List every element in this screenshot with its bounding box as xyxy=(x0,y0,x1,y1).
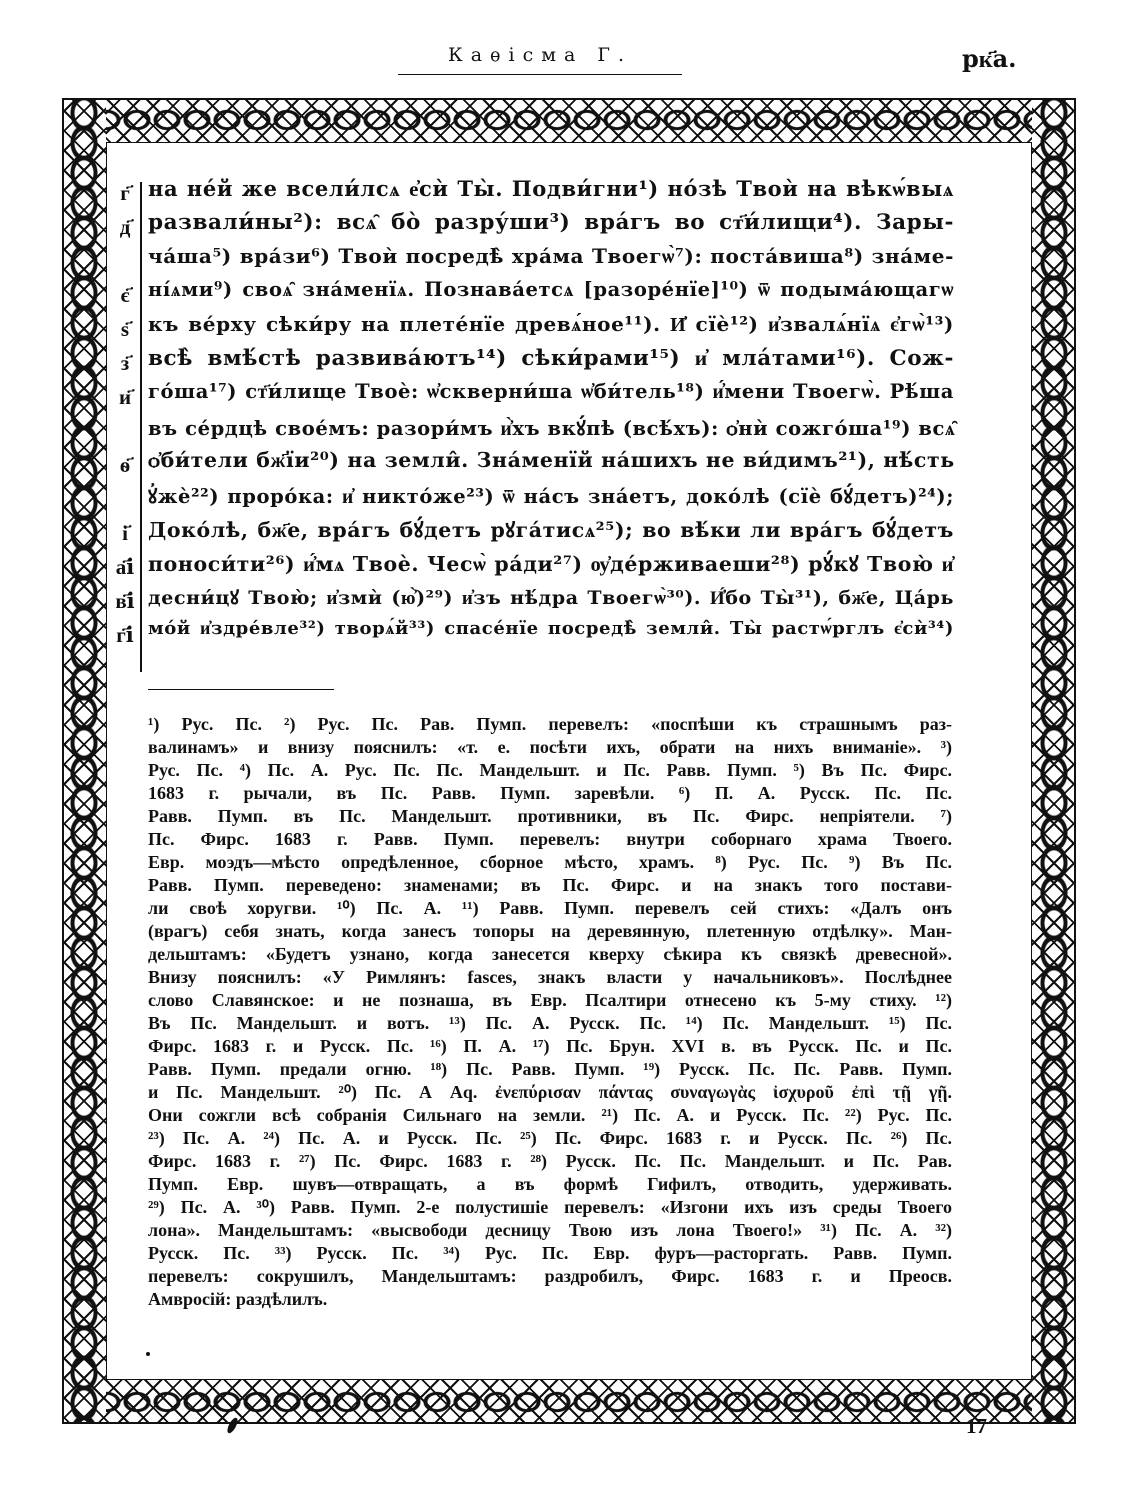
verse-text: въ се́рдцѣ свое́мъ: разори́мъ и҆̀хъ вкꙋ́пѣ (всѣ́хъ): ѻ҆нѝ сожго́ша¹⁹) всѧ̑ xyxy=(148,417,956,440)
footnote-line: перевелъ: сокрушилъ, Мандельштамъ: раздробилъ, Фирс. 1683 г. и Преосв. xyxy=(148,1266,952,1286)
text-line xyxy=(114,414,956,448)
text-line xyxy=(114,448,955,482)
footnote-line: Пумп. Евр. шувъ—отвращать, а въ формѣ Гифилъ, отводить, удерживать. xyxy=(148,1174,952,1194)
footnote-line: Равв. Пумп. предали огню. ¹⁸) Пс. Равв. Пумп. ¹⁹) Русск. Пс. Пс. Равв. Пумп. xyxy=(148,1059,952,1079)
verse-text: го́ша¹⁷) ст҃и́лище Твоѐ: ѡ҆скверни́ша ѡ҆би́тель¹⁸) и҆́мени Твоегѡ̀. Рѣ́ша xyxy=(148,380,954,403)
text-line xyxy=(114,482,952,516)
text-line xyxy=(114,210,952,244)
footnote-line: Пс. Фирс. 1683 г. Равв. Пумп. перевелъ: внутри соборнаго храма Твоего. xyxy=(148,829,952,849)
footnote-line: и Пс. Мандельшт. ²⁰) Пс. А Aq. ἐνεπύρισαν πάντας συναγωγὰς ἰσχυροῦ ἐπὶ τῇ γῇ. xyxy=(148,1082,952,1102)
footnote-line: ²⁹) Пс. А. ³⁰) Равв. Пумп. 2-е полустишіе перевелъ: «Изгони ихъ изъ среды Твоего xyxy=(148,1197,952,1217)
text-line xyxy=(114,244,952,278)
footnote-line: Рус. Пс. ⁴) Пс. А. Рус. Пс. Пс. Мандельшт. и Пс. Равв. Пумп. ⁵) Въ Пс. Фирс. xyxy=(148,760,952,780)
footnote-line: Равв. Пумп. въ Пс. Мандельшт. противники, въ Пс. Фирс. непріятели. ⁷) xyxy=(148,806,952,826)
footnote-line: (врагъ) себя знать, когда занесъ топоры на деревянную, плетенную отдѣлку». Ман- xyxy=(148,921,952,941)
verse-text: всѣ̀ вмѣ́стѣ развива́ютъ¹⁴) сѣки́рами¹⁵) и҆ мла́тами¹⁶). Сож- xyxy=(148,346,954,371)
ink-dot xyxy=(146,1352,150,1356)
footnote-line: Въ Пс. Мандельшт. и вотъ. ¹³) Пс. А. Русск. Пс. ¹⁴) Пс. Мандельшт. ¹⁵) Пс. xyxy=(148,1013,952,1033)
footnote-separator xyxy=(148,689,334,690)
frame-border-top xyxy=(62,98,1076,142)
verse-text: на не́й же всели́лсѧ е҆сѝ Ты̀. Подви́гни¹) но́зѣ Твоѝ на вѣкѡ́выѧ xyxy=(148,176,954,201)
page-number: 17 xyxy=(966,1414,987,1438)
verse-number: и҃ xyxy=(118,384,132,409)
verse-number: ѳ҃ xyxy=(119,452,131,477)
footnote-line: Фирс. 1683 г. и Русск. Пс. ¹⁶) П. А. ¹⁷) Пс. Брун. XVI в. въ Русск. Пс. и Пс. xyxy=(148,1036,952,1056)
verse-text: развали́ны²): всѧ̑ бо̀ разру́ши³) вра́гъ во ст҃и́лищи⁴). Зары- xyxy=(148,210,954,235)
footnote-line: Русск. Пс. ³³) Русск. Пс. ³⁴) Рус. Пс. Евр. фуръ—расторгать. Равв. Пумп. xyxy=(148,1243,952,1263)
running-head xyxy=(398,44,682,66)
verse-text: ча́ша⁵) вра́зи⁶) Твоѝ посредѣ̀ хра́ма Твоегѡ̀⁷): поста́виша⁸) зна́ме- xyxy=(148,244,954,268)
verse-text: ѻ҆би́тели бж҃їи²⁰) на земли̂. Зна́менїй на́шихъ не ви́димъ²¹), нѣ́сть xyxy=(148,448,955,472)
text-line xyxy=(114,278,952,312)
verse-text: мо́й и҆здре́вле³²) творѧ́й³³) спасе́нїе посредѣ̀ земли̂. Ты̀ растѡ́рглъ є҆сѝ³⁴) xyxy=(148,618,954,639)
text-line xyxy=(114,312,952,346)
verse-number: д҃ xyxy=(119,214,131,239)
footnote-line: Они сожгли всѣ собранія Сильнаго на земли. ²¹) Пс. А. и Русск. Пс. ²²) Рус. Пс. xyxy=(148,1105,952,1125)
verse-text: Доко́лѣ, бж҃е, вра́гъ бꙋ́детъ рꙋга́тисѧ²⁵); во вѣ́ки ли вра́гъ бꙋ́детъ xyxy=(148,518,954,542)
footnotes xyxy=(148,713,952,1311)
footnote-line: Фирс. 1683 г. ²⁷) Пс. Фирс. 1683 г. ²⁸) Русск. Пс. Пс. Мандельшт. и Пс. Рав. xyxy=(148,1151,952,1171)
verse-number: ѕ҃ xyxy=(120,316,130,341)
text-line xyxy=(114,176,952,210)
verse-number: є҃ xyxy=(120,282,130,307)
footnote-line: ²³) Пс. А. ²⁴) Пс. А. и Русск. Пс. ²⁵) Пс. Фирс. 1683 г. и Русск. Пс. ²⁶) Пс. xyxy=(148,1128,952,1148)
footnote-line: дельштамъ: «Будетъ узнано, когда занесется кверху сѣкира къ связкѣ древесной». xyxy=(148,944,952,964)
footnote-line: лона». Мандельштамъ: «высвободи десницу Твою изъ лона Твоего!» ³¹) Пс. А. ³²) xyxy=(148,1220,952,1240)
verse-number: в҃і xyxy=(115,588,135,613)
verse-text: къ ве́рху сѣки́ру на плете́нїе древѧ́ное¹¹). И҆ сїѐ¹²) и҆звалѧ́нїѧ є҆гѡ̀¹³) xyxy=(148,312,954,336)
running-head-rule xyxy=(398,74,682,75)
footnote-line: Амвросій: раздѣлилъ. xyxy=(148,1289,328,1309)
footnote-line: слово Славянское: и не познаша, въ Евр. Псалтири отнесено къ 5-му стиху. ¹²) xyxy=(148,990,952,1010)
text-line xyxy=(114,516,952,550)
text-line xyxy=(114,550,952,584)
text-line xyxy=(114,380,952,414)
footnote-line: Евр. моэдъ—мѣсто опредѣленное, сборное мѣсто, храмъ. ⁸) Рус. Пс. ⁹) Въ Пс. xyxy=(148,852,952,872)
footnote-line: ли своѣ хоругви. ¹⁰) Пс. А. ¹¹) Равв. Пумп. перевелъ сей стихъ: «Далъ онъ xyxy=(148,898,952,918)
verse-text: ні́ѧми⁹) своѧ̑ зна́менїѧ. Познава́етсѧ [разоре́нїе]¹⁰) ѿ подыма́ющагѡ xyxy=(148,278,954,301)
footnote-line: Равв. Пумп. переведено: знаменами; въ Пс. Фирс. и на знакъ того постави- xyxy=(148,875,952,895)
verse-text: ꙋ҆жѐ²²) проро́ка: и҆ никто́же²³) ѿ на́съ зна́етъ, доко́лѣ (сїѐ бꙋ́детъ)²⁴); xyxy=(148,485,954,508)
verse-number: г҃і xyxy=(116,622,134,647)
footnote-line: ¹) Рус. Пс. ²) Рус. Пс. Рав. Пумп. перевелъ: «поспѣши къ страшнымъ раз- xyxy=(148,714,952,734)
frame-border-left xyxy=(62,98,106,1424)
folio-number: рк҃а. xyxy=(962,44,1017,73)
footnote-line: 1683 г. рычали, въ Пс. Равв. Пумп. заревѣли. ⁶) П. А. Русск. Пс. Пс. xyxy=(148,783,952,803)
running-head-title: Каѳісма Г. xyxy=(447,44,632,66)
footnote-line: валинамъ» и внизу пояснилъ: «т. е. посѣти ихъ, обрати на нихъ вниманіе». ³) xyxy=(148,737,952,757)
verse-number: і҃ xyxy=(122,520,128,545)
text-line xyxy=(114,346,952,380)
verse-number: з҃ xyxy=(120,350,130,375)
verse-number: а҃і xyxy=(115,554,135,579)
frame-border-bottom xyxy=(62,1380,1076,1424)
verse-number: г҃ xyxy=(120,180,130,205)
footnote-line: Внизу пояснилъ: «У Римлянъ: fasces, знакъ власти у начальниковъ». Послѣднее xyxy=(148,967,952,987)
text-line xyxy=(114,584,952,618)
psalm-text xyxy=(114,176,956,652)
verse-text: десни́цꙋ Твою̀; и҆змѝ (ю҆̀)²⁹) и҆зъ нѣ́дра Твоегѡ̀³⁰). И҆́бо Ты̀³¹), бж҃е, Ца́рь xyxy=(148,587,954,609)
verse-text: поноси́ти²⁶) и҆́мѧ Твоѐ. Чесѡ̀ ра́ди²⁷) ѹ҆де́рживаеши²⁸) рꙋ́кꙋ Твою̀ и҆ xyxy=(148,552,954,576)
frame-border-right xyxy=(1032,98,1076,1424)
text-line xyxy=(114,618,952,652)
